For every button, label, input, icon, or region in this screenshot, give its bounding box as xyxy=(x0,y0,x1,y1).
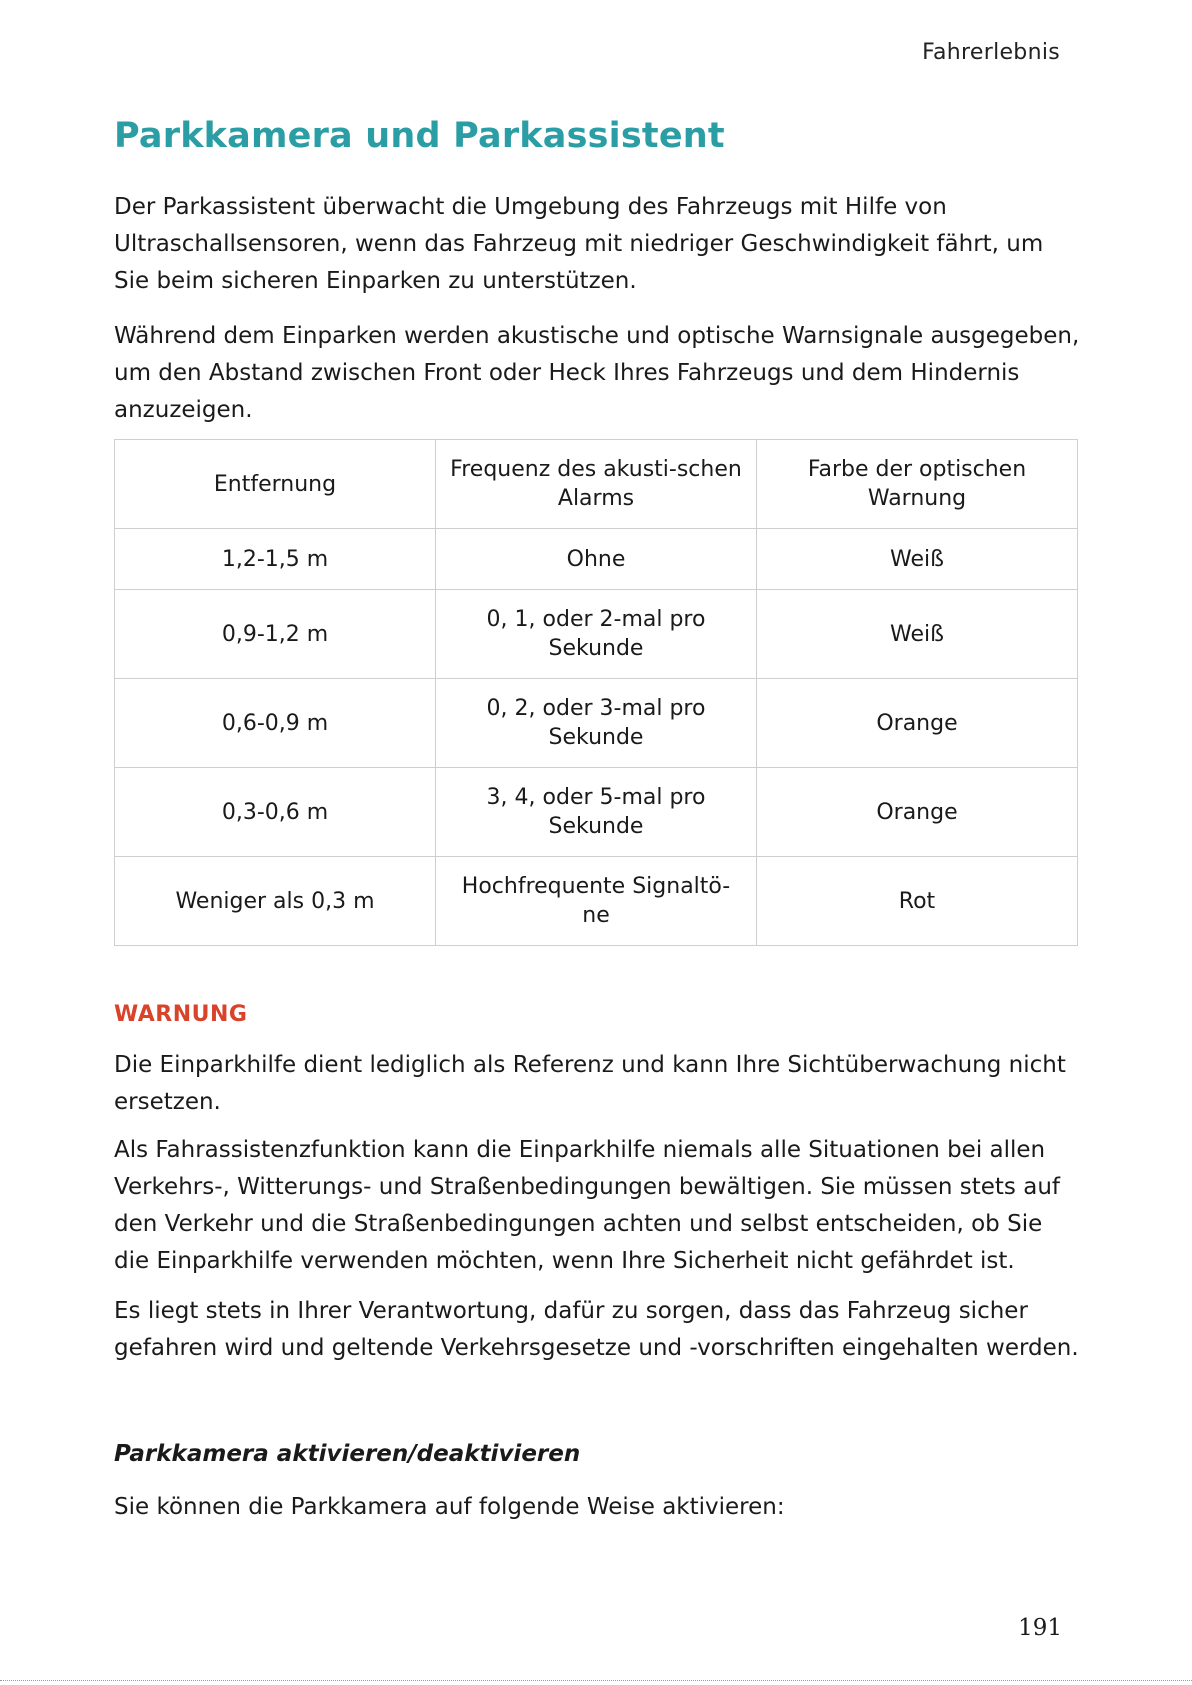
parking-warning-table xyxy=(114,439,1078,946)
table-row xyxy=(115,529,1078,590)
color-cell: Weiß xyxy=(757,529,1078,590)
frequency-cell: 3, 4, oder 5-mal pro Sekunde xyxy=(436,768,757,857)
distance-cell: 0,3-0,6 m xyxy=(115,768,436,857)
subsection-heading: Parkkamera aktivieren/deaktivieren xyxy=(114,1441,581,1467)
page-title: Parkkamera und Parkassistent xyxy=(114,116,725,156)
table-row xyxy=(115,590,1078,679)
frequency-cell: Hochfrequente Signaltö-ne xyxy=(436,857,757,946)
column-header-optical-color: Farbe der optischen Warnung xyxy=(757,440,1078,529)
column-header-distance: Entfernung xyxy=(115,440,436,529)
frequency-cell: 0, 1, oder 2-mal pro Sekunde xyxy=(436,590,757,679)
column-header-acoustic-frequency: Frequenz des akusti-schen Alarms xyxy=(436,440,757,529)
intro-paragraph: Während dem Einparken werden akustische und optische Warnsignale ausgegeben, um den Abstand zwischen Front oder Heck Ihres Fahrzeugs und dem Hindernis anzuzeigen. xyxy=(114,323,1080,423)
distance-cell: Weniger als 0,3 m xyxy=(115,857,436,946)
table-row xyxy=(115,768,1078,857)
page-number: 191 xyxy=(1018,1615,1062,1641)
frequency-cell: 0, 2, oder 3-mal pro Sekunde xyxy=(436,679,757,768)
table-row xyxy=(115,857,1078,946)
color-cell: Weiß xyxy=(757,590,1078,679)
distance-cell: 1,2-1,5 m xyxy=(115,529,436,590)
table-header-row xyxy=(115,440,1078,529)
distance-cell: 0,6-0,9 m xyxy=(115,679,436,768)
frequency-cell: Ohne xyxy=(436,529,757,590)
section-header: Fahrerlebnis xyxy=(922,40,1060,65)
distance-cell: 0,9-1,2 m xyxy=(115,590,436,679)
warning-paragraph: Die Einparkhilfe dient lediglich als Referenz und kann Ihre Sichtüberwachung nicht ersetzen. xyxy=(114,1052,1066,1115)
color-cell: Rot xyxy=(757,857,1078,946)
color-cell: Orange xyxy=(757,679,1078,768)
color-cell: Orange xyxy=(757,768,1078,857)
bottom-divider xyxy=(0,1680,1192,1681)
warning-paragraph: Als Fahrassistenzfunktion kann die Einparkhilfe niemals alle Situationen bei allen Verkehrs-, Witterungs- und Straßenbedingungen bewältigen. Sie müssen stets auf den Verkehr und die Straßenbedingungen achten und selbst entscheiden, ob Sie die Einparkhilfe verwenden möchten, wenn Ihre Sicherheit nicht gefährdet ist. xyxy=(114,1137,1060,1274)
warning-paragraph: Es liegt stets in Ihrer Verantwortung, dafür zu sorgen, dass das Fahrzeug sicher gefahren wird und geltende Verkehrsgesetze und -vorschriften eingehalten werden. xyxy=(114,1298,1079,1361)
intro-paragraph: Der Parkassistent überwacht die Umgebung des Fahrzeugs mit Hilfe von Ultraschallsensoren, wenn das Fahrzeug mit niedriger Geschwindigkeit fährt, um Sie beim sicheren Einparken zu unterstützen. xyxy=(114,194,1044,294)
table-row xyxy=(115,679,1078,768)
subsection-paragraph: Sie können die Parkkamera auf folgende Weise aktivieren: xyxy=(114,1494,785,1520)
warning-label: WARNUNG xyxy=(114,1002,248,1027)
